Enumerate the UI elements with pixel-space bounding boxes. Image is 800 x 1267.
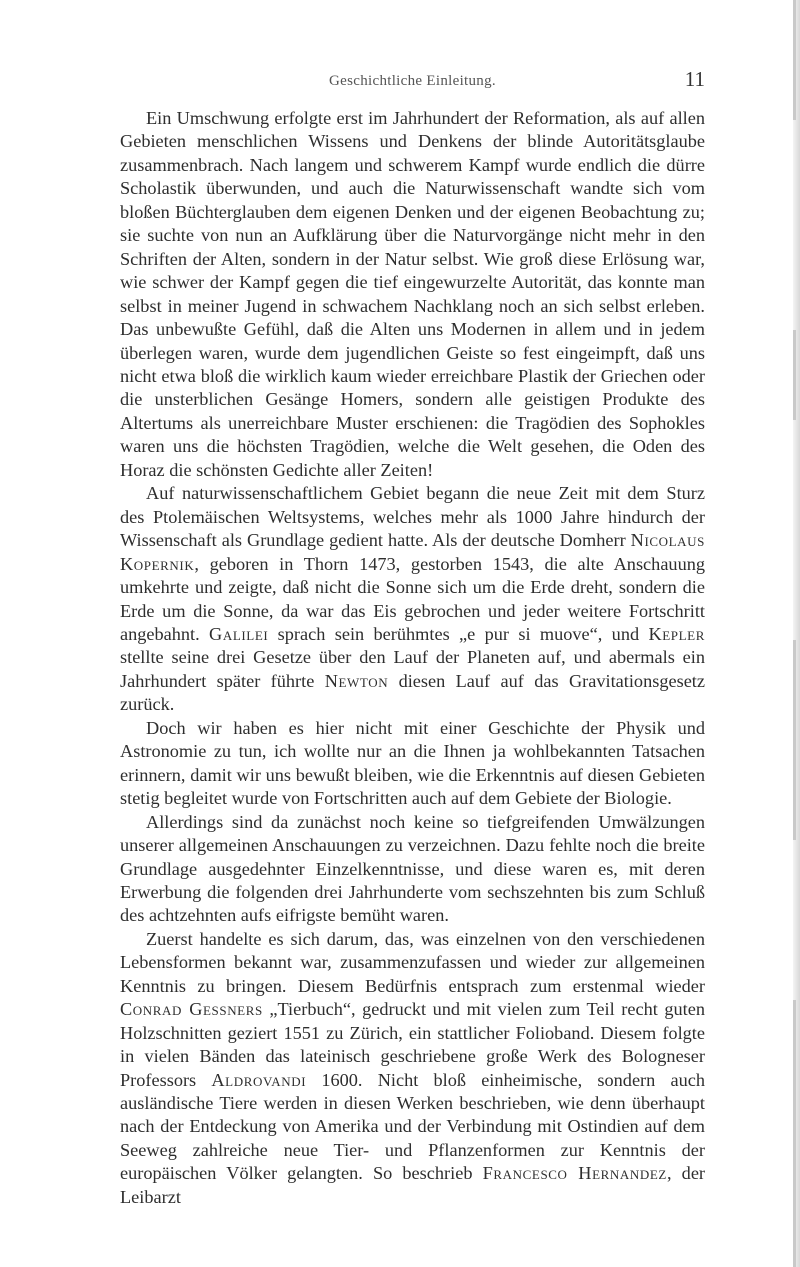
text-run: diesen Lauf auf das Gravitationsgesetz zurück. — [120, 670, 706, 715]
text-run: , geboren in Thorn 1473, gestorben 1543, die alte Anschauung umkehrte und zeigte, daß nicht die Sonne sich um die Erde dreht, sondern die Erde um die Sonne, da war das Eis gebrochen und jeder weitere Fortschritt angebahnt. — [120, 553, 705, 644]
text-run: Allerdings sind da zunächst noch keine so tiefgreifenden Umwälzungen unserer allgemeinen Anschauungen zu verzeichnen. Dazu fehlte noch die breite Grundlage ausgedehnter Einzelkenntnisse, und diese waren es, mit deren Erwerbung die folgenden drei Jahrhunderte vom sechszehnten bis zum Schluß des achtzehnten aufs eifrigste bemüht waren. — [120, 811, 705, 926]
text-run: Ein Umschwung erfolgte erst im Jahrhundert der Reformation, als auf allen Gebieten menschlichen Wissens und Denkens der blinde Autoritätsglaube zusammenbrach. Nach langem und schwerem Kampf wurde endlich die dürre Scholastik überwunden, und auch die Naturwissenschaft wandte sich vom bloßen Büchterglauben dem eigenen Denken und der eigenen Beobachtung zu; sie suchte von nun an Aufklärung über die Naturvorgänge nicht mehr in den Schriften der Alten, sondern in der Natur selbst. Wie groß diese Erlösung war, wie schwer der Kampf gegen die tief eingewurzelte Autorität, das konnte man selbst in meiner Jugend in schwachem Nachklang noch an sich selbst erleben. Das unbewußte Gefühl, daß die Alten uns Modernen in allem und in jedem überlegen waren, wurde dem jugendlichen Geiste so fest eingeimpft, daß uns nicht etwa bloß die wirklich kaum wieder erreichbare Plastik der Griechen oder die unsterblichen Gesänge Homers, sondern alle geistigen Produkte des Altertums als unerreichbare Muster erschienen: die Tragödien des Sophokles waren uns die höchsten Tragödien, welche die Welt gesehen, die Oden des Horaz die schönsten Gedichte aller Zeiten! — [120, 108, 705, 480]
person-name: Francesco Hernandez — [482, 1163, 667, 1184]
person-name: Newton — [324, 670, 389, 691]
body-text — [120, 107, 705, 1209]
page-edge-shadow — [793, 640, 796, 840]
page-number: 11 — [684, 67, 705, 91]
text-run: Doch wir haben es hier nicht mit einer Geschichte der Physik und Astronomie zu tun, ich wollte nur an die Ihnen ja wohlbekannten Tatsachen erinnern, damit wir uns bewußt bleiben, wie die Erkenntnis auf diesen Gebieten stetig begleitet wurde von Fortschritten auch auf dem Gebiete der Biologie. — [120, 717, 705, 809]
text-run: Zuerst handelte es sich darum, das, was einzelnen von den verschiedenen Lebensformen bekannt war, zusammenzufassen und wieder zur allgemeinen Kenntnis zu bringen. Diesem Bedürfnis entsprach zum erstenmal wieder — [120, 928, 705, 996]
paragraph — [120, 107, 705, 482]
person-name: Conrad Gessners — [120, 999, 263, 1020]
text-run: , der Leibarzt — [120, 1163, 706, 1207]
person-name: Kepler — [648, 623, 705, 644]
text-run: „Tierbuch“, gedruckt und mit vielen zum Teil recht guten Holzschnitten geziert 1551 zu Zürich, ein stattlicher Folioband. Diesem folgte in vielen Bänden das lateinisch geschriebene große Werk des Bologneser Professors — [120, 999, 705, 1090]
running-title: Geschichtliche Einleitung. — [329, 73, 496, 89]
paragraph — [120, 928, 705, 1209]
page-edge — [793, 0, 800, 1267]
paragraph — [120, 811, 705, 928]
text-run: 1600. Nicht bloß einheimische, sondern auch ausländische Tiere werden in diesen Werken beschrieben, wie denn überhaupt nach der Entdeckung von Amerika und der Verbindung mit Ostindien auf dem Seeweg zahlreiche neue Tier- und Pflanzenformen zur Kenntnis der europäischen Völker gelangten. So beschrieb — [120, 1069, 705, 1184]
text-run: sprach sein berühmtes „e pur si muove“, und — [268, 623, 649, 644]
text-run: Auf naturwissenschaftlichem Gebiet begann die neue Zeit mit dem Sturz des Ptolemäischen Weltsystems, welches mehr als 1000 Jahre hindurch der Wissenschaft als Grundlage gedient hatte. Als der deutsche Domherr — [120, 483, 705, 551]
person-name: Aldrovandi — [211, 1069, 307, 1090]
paragraph — [120, 717, 705, 811]
person-name: Nicolaus Kopernik — [120, 530, 705, 574]
text-run: stellte seine drei Gesetze über den Lauf der Planeten auf, und abermals ein Jahrhundert später führte — [120, 647, 705, 691]
running-header — [120, 67, 705, 97]
page-edge-shadow — [793, 0, 796, 120]
page-edge-shadow — [793, 330, 796, 420]
paragraph — [120, 482, 705, 717]
person-name: Galilei — [209, 623, 269, 644]
page-edge-shadow — [793, 1000, 796, 1267]
